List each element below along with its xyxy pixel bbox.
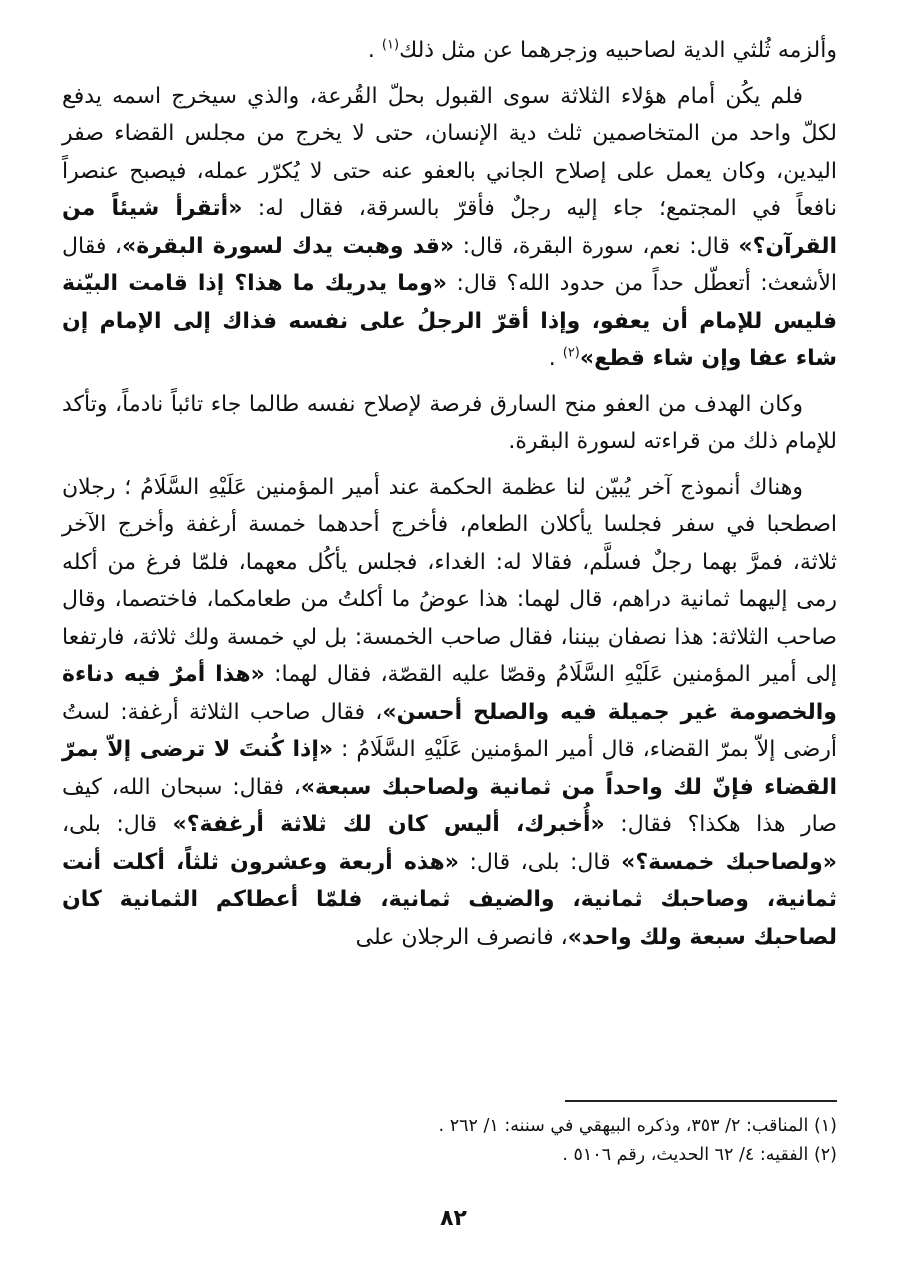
text-segment: وهناك أنموذج آخر يُبيّن لنا عظمة الحكمة عند أمير المؤمنين عَلَيْهِ السَّلَامُ ؛ رجلان اصطحبا في سفر فجلسا يأكلان الطعام، فأخرج أحدهما خمسة أرغفة وأخرج الآخر ثلاثة، فمرَّ بهما رجلٌ فسلَّم، فقالا له: الغداء، فجلس يأكُل معهما، فلمّا فرغ من أكله رمى إليهما ثمانية دراهم، قال لهما: هذا عوضُ ما أكلتُ من طعامكما، فاختصما، وقال صاحب الثلاثة: هذا نصفان بيننا، فقال صاحب الخمسة: بل لي خمسة ولك ثلاثة، فارتفعا إلى أمير المؤمنين عَلَيْهِ السَّلَامُ وقصّا عليه القصّة، فقال لهما: bbox=[62, 474, 837, 687]
main-text bbox=[62, 32, 837, 964]
text-segment: قال: بلى، bbox=[62, 812, 173, 837]
text-segment: ، فانصرف الرجلان على bbox=[355, 924, 568, 950]
paragraph bbox=[62, 469, 837, 957]
page-number: ٨٢ bbox=[440, 1206, 467, 1231]
paragraph bbox=[62, 386, 837, 461]
text-segment: ، فقال: سبحان الله، كيف صار هذا هكذا؟ فقال: bbox=[62, 774, 837, 837]
quoted-saying: «هذا أمرٌ فيه دناءة والخصومة غير جميلة فيه والصلح أحسن» bbox=[62, 662, 837, 725]
paragraph bbox=[62, 78, 837, 378]
text-segment: قال: بلى، قال: bbox=[459, 849, 622, 875]
footnote-number: (١) bbox=[813, 1116, 837, 1136]
footnote-text: المناقب: ٢/ ٣٥٣، وذكره البيهقي في سننه: ١/ ٢٦٢ . bbox=[438, 1116, 809, 1136]
footnote-reference: (٢) bbox=[562, 345, 580, 361]
quoted-saying: «إذا كُنتَ لا ترضى إلاّ بمرّ القضاء فإنّ لك واحداً من ثمانية ولصاحبك سبعة» bbox=[62, 737, 838, 800]
text-segment: فلم يكُن أمام هؤلاء الثلاثة سوى القبول بحلّ القُرعة، والذي سيخرج اسمه يدفع لكلّ واحد من المتخاصمين ثلث دية الإنسان، حتى لا يخرج من مجلس القضاء صفر اليدين، وكان يعمل على إصلاح الجاني بالعفو عنه حتى لا يُكرّر عمله، فيصبح عنصراً نافعاً في المجتمع؛ جاء إليه رجلٌ فأقرّ بالسرقة، فقال له: bbox=[62, 83, 837, 221]
footnote-number: (٢) bbox=[813, 1145, 837, 1165]
quoted-saying: «ولصاحبك خمسة؟» bbox=[621, 849, 837, 875]
footnotes bbox=[62, 1112, 837, 1170]
text-segment: . bbox=[548, 346, 563, 371]
footnote-separator bbox=[565, 1100, 837, 1102]
quoted-saying: «أُخبرك، أليس كان لك ثلاثة أرغفة؟» bbox=[172, 812, 605, 837]
text-segment: وألزمه ثُلثي الدية لصاحبيه وزجرهما عن مثل ذلك bbox=[399, 38, 837, 63]
text-segment: . bbox=[367, 38, 382, 63]
footnote-reference: (١) bbox=[381, 37, 400, 53]
footnote bbox=[62, 1112, 837, 1141]
quoted-saying: «هذه أربعة وعشرون ثلثاً، أكلت أنت ثمانية، وصاحبك ثمانية، والضيف ثمانية، فلمّا أعطاكم الثمانية كان لصاحبك سبعة ولك واحد» bbox=[62, 849, 837, 950]
footnote bbox=[62, 1141, 837, 1170]
footnote-text: الفقيه: ٤/ ٦٢ الحديث، رقم ٥١٠٦ . bbox=[562, 1145, 809, 1165]
quoted-saying: «وما يدريك ما هذا؟ إذا قامت البيّنة فليس للإمام أن يعفو، وإذا أقرّ الرجلُ على نفسه فذاك إلى الإمام إن شاء عفا وإن شاء قطع» bbox=[62, 271, 837, 371]
text-segment: وكان الهدف من العفو منح السارق فرصة لإصلاح نفسه طالما جاء تائباً نادماً، وتأكد للإمام ذلك من قراءته لسورة البقرة. bbox=[62, 391, 837, 454]
text-segment: قال: نعم، سورة البقرة، قال: bbox=[454, 233, 739, 259]
text-segment: ، فقال صاحب الثلاثة أرغفة: لستُ أرضى إلاّ بمرّ القضاء، قال أمير المؤمنين عَلَيْهِ السَّلَامُ : bbox=[62, 699, 837, 762]
quoted-saying: «أتقرأ شيئاً من القرآن؟» bbox=[62, 196, 838, 259]
quoted-saying: «قد وهبت يدك لسورة البقرة» bbox=[121, 233, 455, 259]
paragraph bbox=[62, 32, 837, 70]
text-segment: ، فقال الأشعث: أتعطّل حداً من حدود الله؟ قال: bbox=[62, 233, 837, 296]
